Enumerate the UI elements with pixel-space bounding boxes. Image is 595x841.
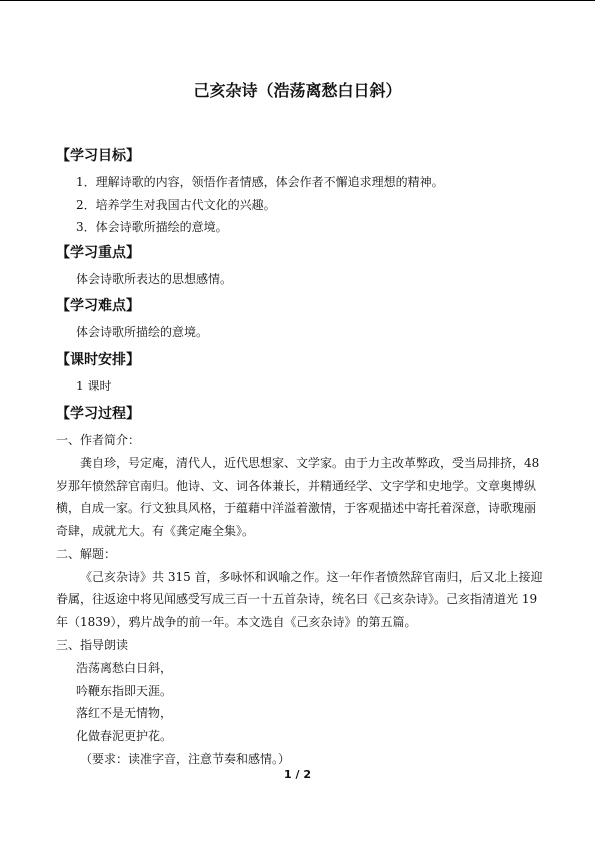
header-rule [0, 0, 595, 1]
author-paragraph-line: 岁那年愤然辞官南归。他诗、文、词各体兼长，并精通经学、文字学和史地学。文章奥博纵 [56, 479, 537, 493]
author-paragraph-line: 横，自成一家。行文独具风格，于蕴藉中洋溢着激情，于客观描述中寄托着深意，诗歌瑰丽 [56, 501, 537, 515]
read-heading: 三、指导朗读 [56, 638, 129, 652]
goals-heading: 【学习目标】 [56, 148, 140, 164]
poem-line: 落红不是无情物， [76, 706, 173, 720]
focus-heading: 【学习重点】 [56, 245, 140, 261]
explain-paragraph-line: 《己亥杂诗》共 315 首，多咏怀和讽喻之作。这一年作者愤然辞官南归，后又北上接迎 [80, 570, 543, 584]
author-heading: 一、作者简介： [56, 433, 141, 447]
schedule-text: 1 课时 [76, 379, 112, 393]
page-number: 1 / 2 [284, 768, 311, 781]
explain-paragraph-line: 眷属，往返途中将见闻感受写成三百一十五首杂诗，统名曰《己亥杂诗》。己亥指清道光 19 [56, 592, 538, 606]
explain-paragraph-line: 年（1839），鸦片战争的前一年。本文选自《己亥杂诗》的第五篇。 [56, 615, 417, 629]
page-title: 己亥杂诗（浩荡离愁白日斜） [193, 81, 402, 100]
poem-line: 化做春泥更护花。 [76, 729, 173, 743]
goal-item: 1．理解诗歌的内容，领悟作者情感，体会作者不懈追求理想的精神。 [76, 175, 444, 189]
goal-item: 2．培养学生对我国古代文化的兴趣。 [76, 198, 276, 212]
explain-heading: 二、解题： [56, 547, 117, 561]
poem-line: 浩荡离愁白日斜， [76, 661, 173, 675]
author-paragraph-line: 奇肆，成就尤大。有《龚定庵全集》。 [56, 524, 255, 538]
difficulty-text: 体会诗歌所描绘的意境。 [76, 325, 209, 339]
goal-item: 3．体会诗歌所描绘的意境。 [76, 220, 228, 234]
schedule-heading: 【课时安排】 [56, 352, 140, 368]
author-paragraph-line: 龚自珍，号定庵，清代人，近代思想家、文学家。由于力主改革弊政，受当局排挤，48 [80, 456, 540, 470]
difficulty-heading: 【学习难点】 [56, 298, 140, 314]
poem-line: 吟鞭东指即天涯。 [76, 684, 173, 698]
focus-text: 体会诗歌所表达的思想感情。 [76, 272, 233, 286]
read-note: （要求：读准字音，注意节奏和感情。） [80, 752, 291, 766]
process-heading: 【学习过程】 [56, 406, 140, 422]
